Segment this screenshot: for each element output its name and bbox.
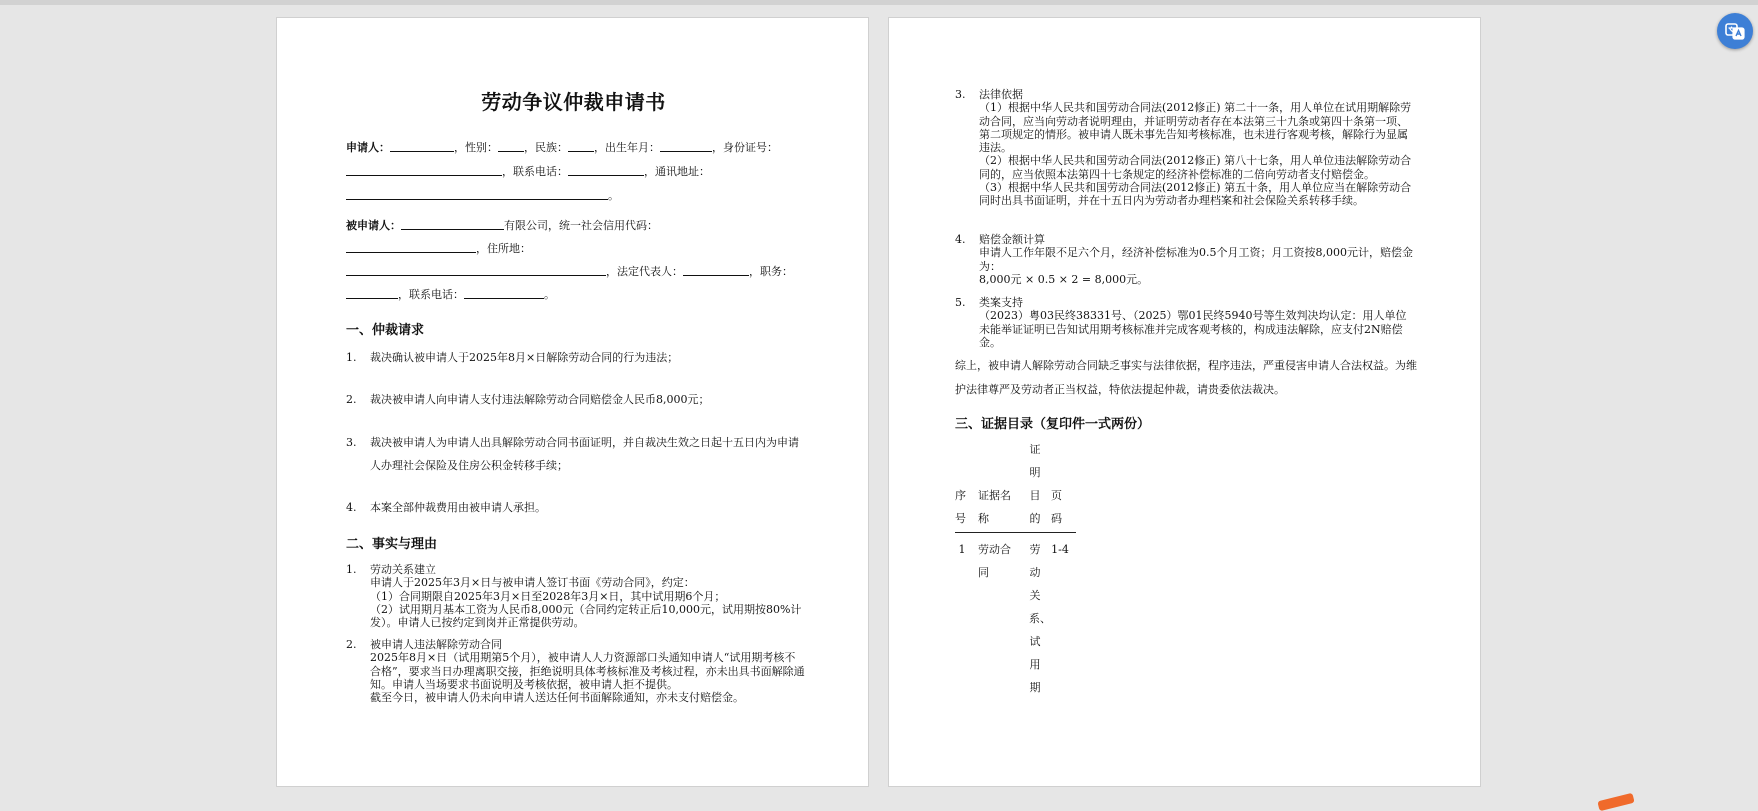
table-cell-purpose: 劳动关系、试用期 xyxy=(1029,543,1051,694)
table-header-rule xyxy=(955,532,1076,533)
fact-item-1: 1. 劳动关系建立 申请人于2025年3月×日与被申请人签订书面《劳动合同》，约定： （1）合同期限自2025年3月×日至2028年3月×日，其中试用期6个月； （2）试用期月基本工资为人民币8,000元（合同约定转正后10,000元，试用期按80%计发）。申请人已按约定到岗并正常提供劳动。 xyxy=(346,563,802,630)
respondent-line-4: ，联系电话： 。 xyxy=(346,287,555,302)
table-cell-name: 劳动合同 xyxy=(978,543,1011,579)
table-cell-no: 1 xyxy=(958,543,966,556)
section-1-title: 一、仲裁请求 xyxy=(346,323,425,338)
corner-accent-mark xyxy=(1597,793,1634,811)
fact-item-3: 3. 法律依据 （1）根据中华人民共和国劳动合同法(2012修正) 第二十一条，用人单位在试用期解除劳动合同，应当向劳动者说明理由，并证明劳动者存在本法第三十九条或第四十条第一项、第二项规定的情形。被申请人既未事先告知考核标准，也未进行客观考核，解除行为显属违法。 （2）根据中华人民共和国劳动合同法(2012修正) 第八十七条，用人单位违法解除劳动合同的，应当依照本法第四十七条规定的经济补偿标准的二倍向劳动者支付赔偿金。 （3）根据中华人民共和国劳动合同法(2012修正) 第五十条，用人单位应当在解除劳动合同时出具书面证明，并在十五日内为劳动者办理档案和社会保险关系转移手续。 xyxy=(955,88,1412,208)
applicant-line-3: 。 xyxy=(346,188,619,203)
viewer-top-strip xyxy=(0,0,1758,5)
fact-item-4: 4. 赔偿金额计算 申请人工作年限不足六个月，经济补偿标准为0.5个月工资；月工资按8,000元计，赔偿金为： 8,000元 × 0.5 × 2 = 8,000元。 xyxy=(955,233,1413,286)
summary-paragraph: 综上，被申请人解除劳动合同缺乏事实与法律依据，程序违法，严重侵害申请人合法权益。为维护法律尊严及劳动者正当权益，特依法提起仲裁，请贵委依法裁决。 xyxy=(955,359,1417,396)
section-3-title: 三、证据目录（复印件一式两份） xyxy=(955,417,1151,432)
respondent-line-2: ，住所地： xyxy=(346,241,531,256)
table-header-no: 序号 xyxy=(955,489,966,525)
document-page-2 xyxy=(888,17,1481,787)
claim-item-2: 2. 裁决被申请人向申请人支付违法解除劳动合同赔偿金人民币8,000元； xyxy=(346,393,710,406)
claim-item-1: 1. 裁决确认被申请人于2025年8月×日解除劳动合同的行为违法； xyxy=(346,351,679,364)
respondent-line-3: ，法定代表人： ，职务： xyxy=(346,264,793,279)
table-cell-pages: 1-4 xyxy=(1051,543,1069,556)
document-title: 劳动争议仲裁申请书 xyxy=(481,90,666,114)
claim-item-3: 3. 裁决被申请人为申请人出具解除劳动合同书面证明，并自裁决生效之日起十五日内为申请人办理社会保险及住房公积金转移手续； xyxy=(346,436,799,472)
section-2-title: 二、事实与理由 xyxy=(346,537,438,552)
fact-item-2: 2. 被申请人违法解除劳动合同 2025年8月×日（试用期第5个月），被申请人人力资源部口头通知申请人“试用期考核不合格”，要求当日办理离职交接，拒绝说明具体考核标准及考核过程，亦未出具书面解除通知。申请人当场要求书面说明及考核依据，被申请人拒不提供。 截至今日，被申请人仍未向申请人送达任何书面解除通知，亦未支付赔偿金。 xyxy=(346,638,805,705)
table-header-purpose: 证明目的 xyxy=(1029,443,1041,525)
fact-item-5: 5. 类案支持 （2023）粤03民终38331号、（2025）鄂01民终5940号等生效判决均认定：用人单位未能举证证明已告知试用期考核标准并完成客观考核的，构成违法解除，应支付2N赔偿金。 xyxy=(955,296,1407,349)
translate-icon xyxy=(1725,21,1745,41)
claim-item-4: 4. 本案全部仲裁费用由被申请人承担。 xyxy=(346,501,546,514)
table-header-name: 证据名称 xyxy=(978,489,1011,525)
applicant-line-2: ，联系电话： ，通讯地址： xyxy=(346,164,710,179)
respondent-line-1: 被申请人： 有限公司，统一社会信用代码： xyxy=(346,219,658,232)
table-header-pages: 页码 xyxy=(1051,489,1062,525)
document-page-1 xyxy=(276,17,869,787)
translate-widget-button[interactable] xyxy=(1717,13,1753,49)
applicant-line-1: 申请人： ，性别： ，民族： ，出生年月： ，身份证号： xyxy=(346,141,778,154)
